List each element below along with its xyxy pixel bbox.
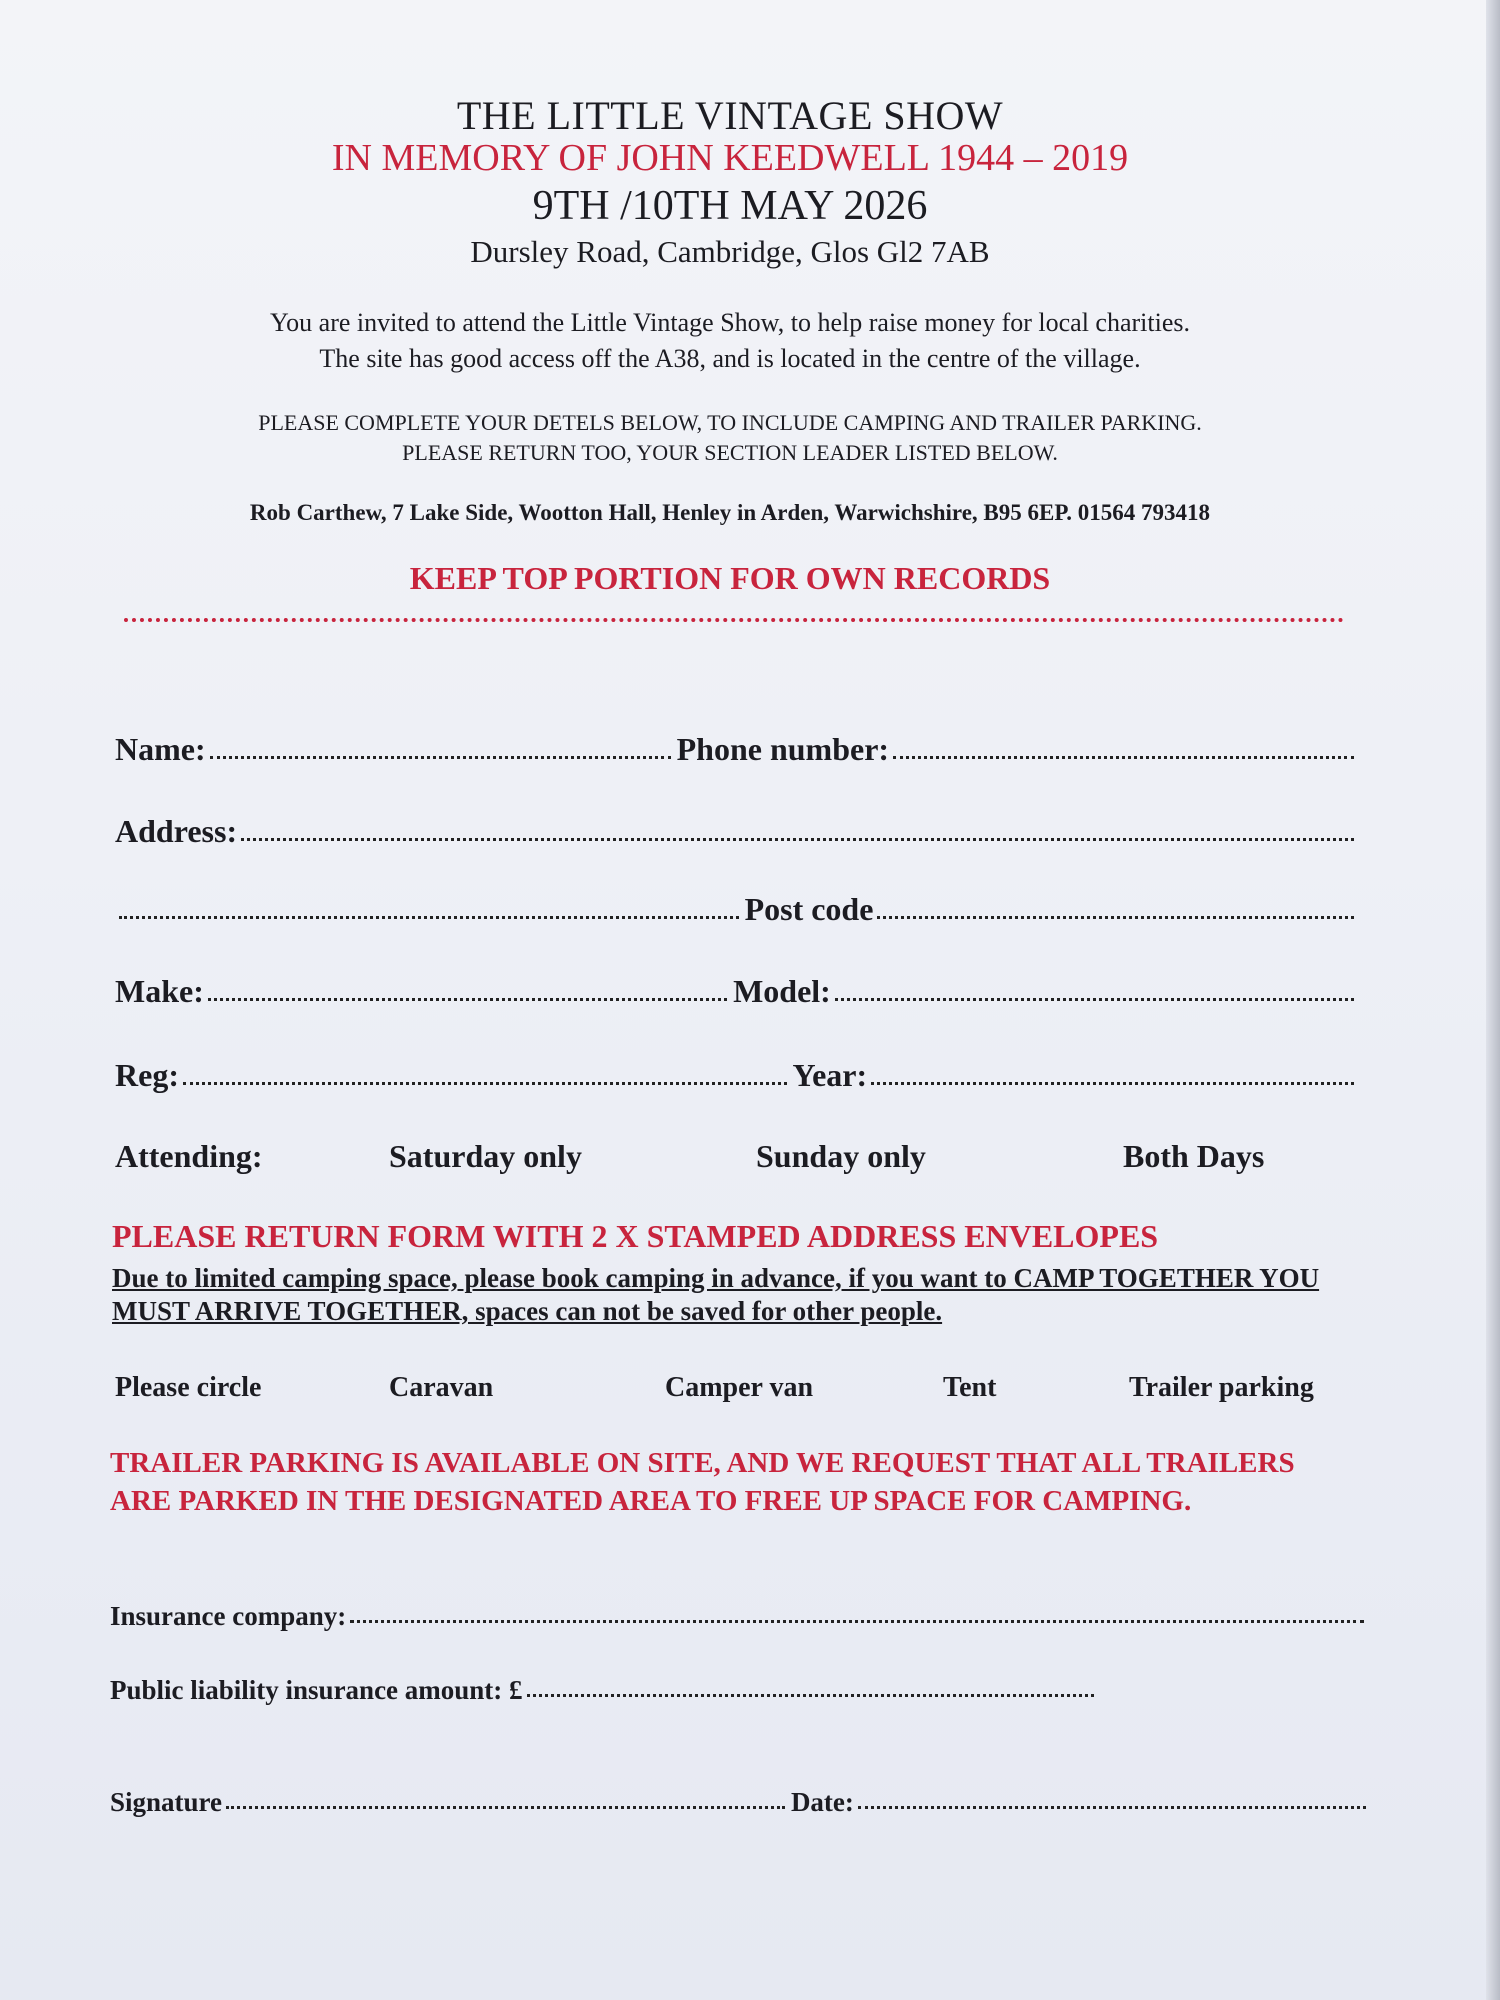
phone-label: Phone number: <box>676 731 890 767</box>
section-leader-contact: Rob Carthew, 7 Lake Side, Wootton Hall, Henley in Arden, Warwichshire, B95 6EP. 01564 793418 <box>249 500 1211 525</box>
phone-field[interactable] <box>893 755 1354 759</box>
insurance-company-field[interactable] <box>350 1619 1364 1623</box>
make-field[interactable] <box>208 997 727 1001</box>
liability-amount-row <box>110 1668 1100 1706</box>
option-tent[interactable]: Tent <box>943 1372 997 1403</box>
model-field[interactable] <box>835 997 1354 1001</box>
signature-label: Signature <box>110 1787 223 1817</box>
show-title: THE LITTLE VINTAGE SHOW <box>456 93 1004 138</box>
make-model-row <box>115 966 1360 1010</box>
insurance-company-label: Insurance company: <box>110 1601 347 1631</box>
return-form-heading: PLEASE RETURN FORM WITH 2 X STAMPED ADDRESS ENVELOPES <box>112 1218 1159 1254</box>
keep-top-portion-notice: KEEP TOP PORTION FOR OWN RECORDS <box>409 560 1051 596</box>
address-row <box>115 806 1360 850</box>
paper-edge-shadow <box>1486 0 1500 2000</box>
option-trailer-parking[interactable]: Trailer parking <box>1129 1372 1314 1403</box>
venue-address: Dursley Road, Cambridge, Glos Gl2 7AB <box>470 234 990 269</box>
liability-amount-field[interactable] <box>527 1693 1094 1697</box>
please-circle-label: Please circle <box>115 1372 262 1403</box>
postcode-label: Post code <box>744 891 874 927</box>
option-saturday-only[interactable]: Saturday only <box>389 1138 582 1174</box>
tear-off-line <box>124 618 1344 622</box>
reg-field[interactable] <box>183 1081 787 1085</box>
memorial-line: IN MEMORY OF JOHN KEEDWELL 1944 – 2019 <box>331 137 1129 179</box>
address-label: Address: <box>115 813 238 849</box>
name-phone-row <box>115 724 1360 768</box>
reg-label: Reg: <box>115 1057 179 1093</box>
year-label: Year: <box>792 1057 868 1093</box>
address-postcode-row <box>115 884 1360 928</box>
date-field[interactable] <box>858 1805 1366 1809</box>
liability-amount-label: Public liability insurance amount: £ <box>110 1675 523 1705</box>
option-sunday-only[interactable]: Sunday only <box>756 1138 926 1174</box>
option-both-days[interactable]: Both Days <box>1123 1138 1265 1174</box>
date-label: Date: <box>790 1787 854 1817</box>
event-dates: 9TH /10TH MAY 2026 <box>532 183 928 229</box>
name-label: Name: <box>115 731 206 767</box>
address-field[interactable] <box>241 837 1354 841</box>
option-caravan[interactable]: Caravan <box>389 1372 494 1403</box>
postcode-field[interactable] <box>877 915 1354 919</box>
camping-notice: Due to limited camping space, please book camping in advance, if you want to CAMP TOGETHER YOU MUST ARRIVE TOGETHER, spaces can not be saved for other people. <box>112 1263 1320 1326</box>
address-line-2-field[interactable] <box>119 915 739 919</box>
year-field[interactable] <box>871 1081 1354 1085</box>
attending-label: Attending: <box>115 1138 263 1174</box>
signature-date-row <box>110 1780 1372 1818</box>
insurance-company-row <box>110 1594 1370 1632</box>
intro-line-1: You are invited to attend the Little Vintage Show, to help raise money for local charities. <box>269 308 1191 337</box>
intro-line-2: The site has good access off the A38, and is located in the centre of the village. <box>319 344 1141 373</box>
instruction-line-2: PLEASE RETURN TOO, YOUR SECTION LEADER LISTED BELOW. <box>402 440 1058 465</box>
signature-field[interactable] <box>226 1805 785 1809</box>
option-camper-van[interactable]: Camper van <box>665 1372 814 1403</box>
model-label: Model: <box>733 973 831 1009</box>
trailer-parking-notice: TRAILER PARKING IS AVAILABLE ON SITE, AND WE REQUEST THAT ALL TRAILERS ARE PARKED IN THE DESIGNATED AREA TO FREE UP SPACE FOR CAMPING. <box>110 1447 1295 1517</box>
make-label: Make: <box>115 973 204 1009</box>
reg-year-row <box>115 1050 1360 1094</box>
name-field[interactable] <box>210 755 671 759</box>
instruction-line-1: PLEASE COMPLETE YOUR DETELS BELOW, TO INCLUDE CAMPING AND TRAILER PARKING. <box>258 410 1202 435</box>
